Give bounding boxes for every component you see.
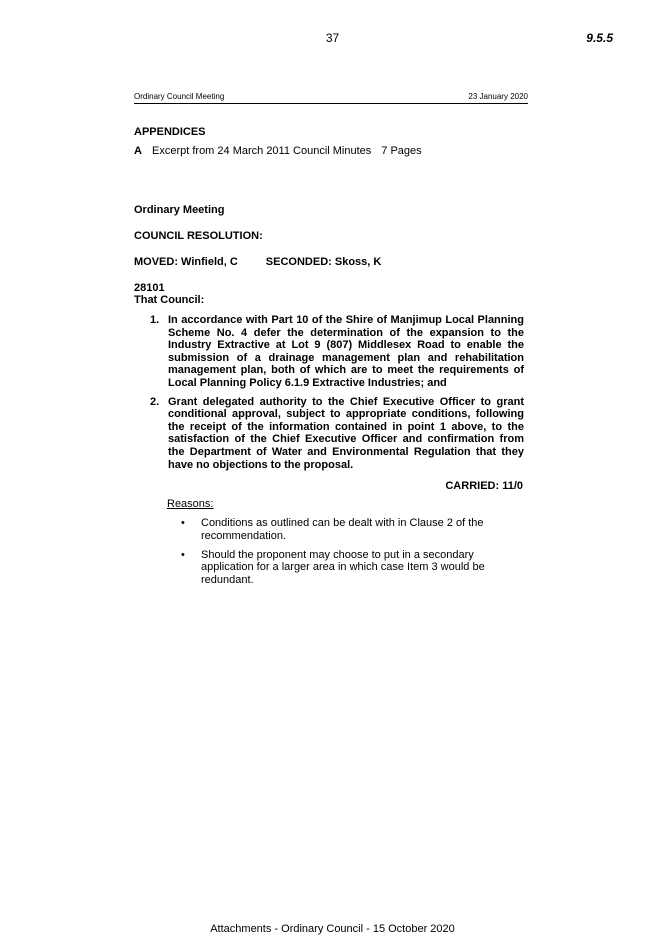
appendix-letter: A (134, 145, 142, 157)
point-number: 1. (150, 314, 160, 326)
appendices-heading: APPENDICES (134, 126, 206, 138)
appendix-description: Excerpt from 24 March 2011 Council Minutes (152, 145, 372, 157)
resolution-heading: COUNCIL RESOLUTION: (134, 230, 263, 242)
point-text: Grant delegated authority to the Chief Executive Officer to grant conditional approval, subject to appropriate conditions, following the receipt of the information contained in point 1 above, to the satisfaction of the Chief Executive Officer and confirmation from the Department of Water and Environmental Regulation that they have no objections to the proposal. (168, 395, 524, 471)
resolution-points (134, 314, 524, 477)
reason-text: Conditions as outlined can be dealt with in Clause 2 of the recommendation. (201, 517, 484, 542)
bullet-icon: • (181, 517, 185, 529)
carried-result: CARRIED: 11/0 (445, 480, 523, 492)
running-header-left: Ordinary Council Meeting (134, 92, 225, 101)
resolution-intro: That Council: (134, 294, 205, 306)
meeting-title: Ordinary Meeting (134, 204, 225, 216)
mover-seconder-row (134, 256, 381, 268)
running-header (134, 92, 528, 104)
reason-item (167, 517, 507, 543)
bullet-icon: • (181, 548, 185, 561)
page-number: 37 (325, 31, 340, 45)
running-header-right: 23 January 2020 (468, 92, 528, 101)
resolution-point (134, 314, 524, 390)
page-footer: Attachments - Ordinary Council - 15 October 2020 (210, 923, 455, 935)
point-text: In accordance with Part 10 of the Shire of Manjimup Local Planning Scheme No. 4 defer the determination of the expansion to the Industry Extractive at Lot 9 (807) Middlesex Road to enable the submission of a drainage management plan and rehabilitation management plan, both of which are to meet the requirements of Local Planning Policy 6.1.9 Extractive Industries; and (168, 314, 524, 389)
point-number: 2. (150, 395, 160, 408)
reason-item (167, 549, 507, 587)
resolution-point (134, 396, 524, 472)
appendix-pages: 7 Pages (381, 145, 422, 157)
seconded-by: SECONDED: Skoss, K (265, 256, 382, 268)
appendix-item (134, 145, 422, 157)
reason-text: Should the proponent may choose to put in a secondary application for a larger area in which case Item 3 would be redundant. (201, 548, 485, 587)
reasons-list (167, 517, 507, 593)
resolution-number: 28101 (134, 282, 165, 294)
item-reference: 9.5.5 (586, 31, 613, 45)
moved-by: MOVED: Winfield, C (134, 256, 238, 268)
reasons-label: Reasons: (167, 498, 214, 510)
